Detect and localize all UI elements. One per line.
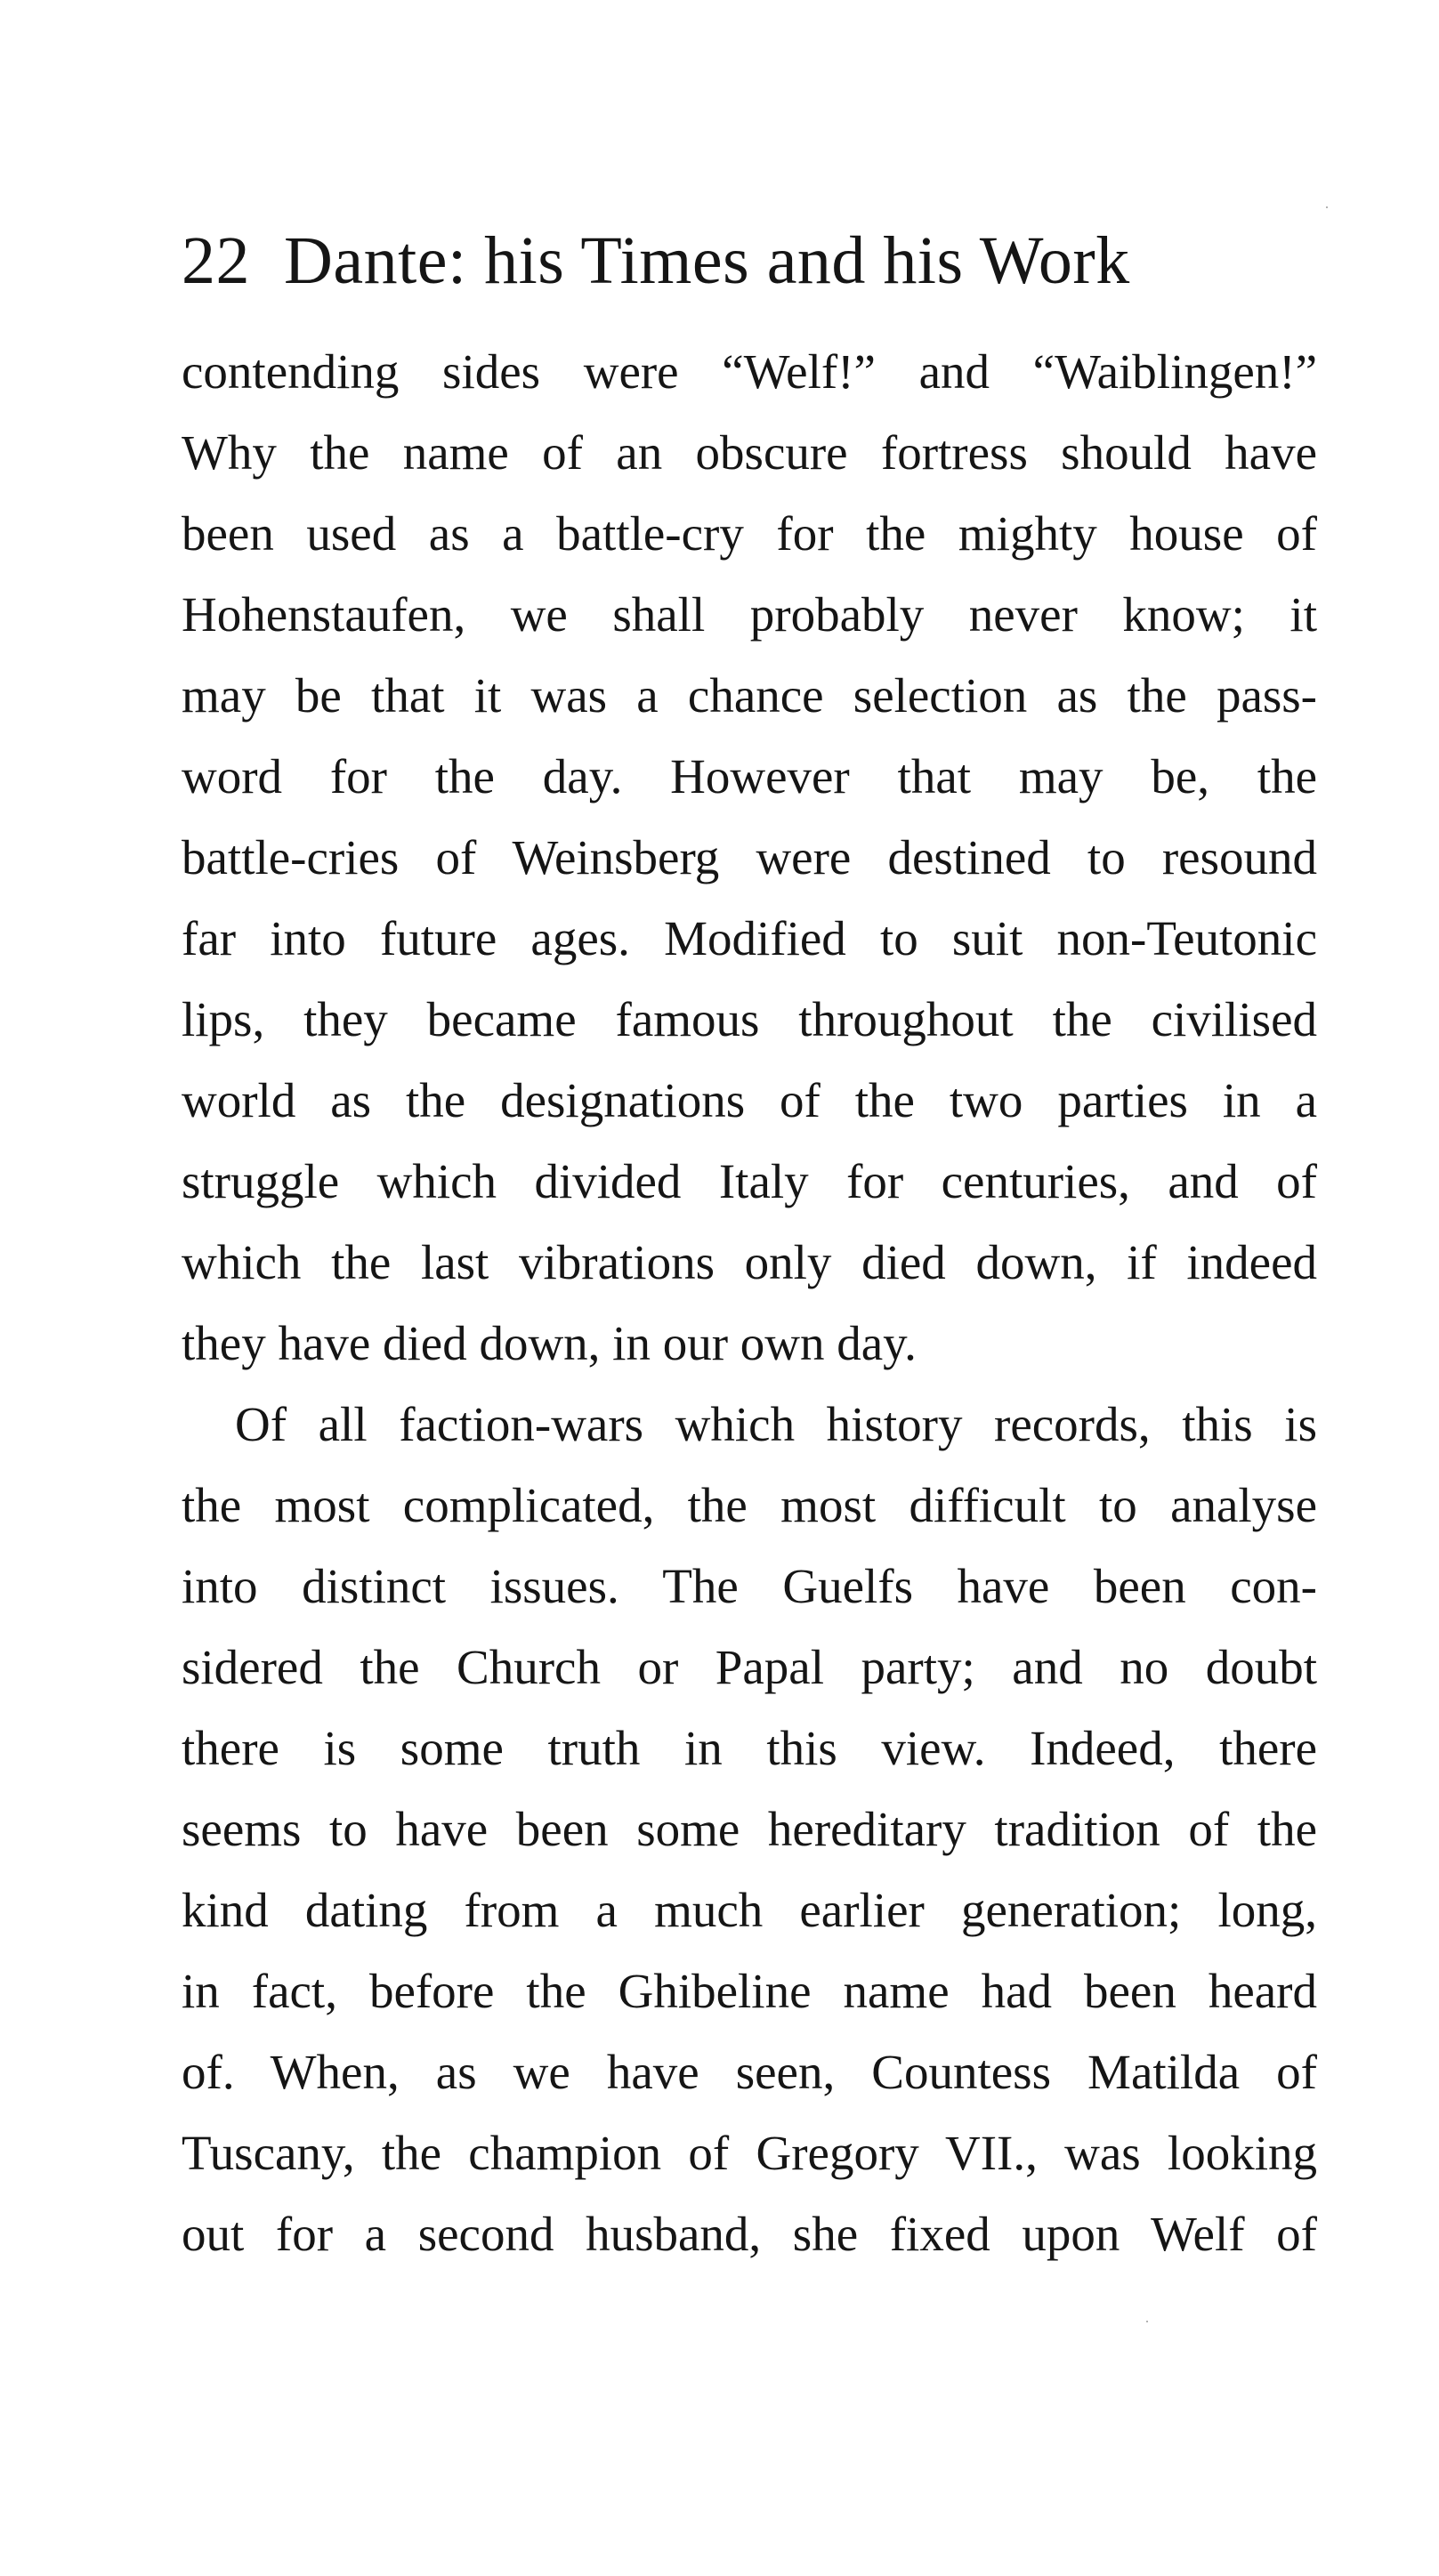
text-line: Tuscany, the champion of Gregory VII., was looking: [182, 2126, 1317, 2180]
text-line: there is some truth in this view. Indeed, there: [182, 1721, 1317, 1775]
text-line: the most complicated, the most difficult to analyse: [182, 1478, 1317, 1532]
text-line: word for the day. However that may be, the: [182, 749, 1317, 803]
text-line: of. When, as we have seen, Countess Matilda of: [182, 2045, 1317, 2099]
text-line: world as the designations of the two parties in a: [182, 1073, 1317, 1127]
text-line: sidered the Church or Papal party; and no doubt: [182, 1640, 1317, 1694]
text-line: Of all faction-wars which history records, this is: [235, 1397, 1317, 1451]
text-line: into distinct issues. The Guelfs have been con-: [182, 1559, 1317, 1613]
page-number: 22: [182, 223, 250, 298]
paragraph-1: [182, 331, 1317, 1384]
text-line: far into future ages. Modified to suit non-Teutonic: [182, 911, 1317, 965]
text-line: struggle which divided Italy for centuries, and of: [182, 1154, 1317, 1208]
running-head: [182, 212, 1303, 310]
text-line: in fact, before the Ghibeline name had been heard: [182, 1964, 1317, 2018]
paper-speck: [1146, 2321, 1148, 2322]
text-line: may be that it was a chance selection as the pass-: [182, 668, 1317, 723]
text-line: battle-cries of Weinsberg were destined to resound: [182, 830, 1317, 884]
text-line: contending sides were “Welf!” and “Waiblingen!”: [182, 344, 1317, 399]
text-line: kind dating from a much earlier generation; long,: [182, 1883, 1317, 1937]
text-line: which the last vibrations only died down, if indeed: [182, 1235, 1317, 1289]
text-line: lips, they became famous throughout the civilised: [182, 992, 1317, 1046]
text-line: Hohenstaufen, we shall probably never know; it: [182, 587, 1317, 642]
text-line: out for a second husband, she fixed upon Welf of: [182, 2207, 1317, 2261]
text-line: been used as a battle-cry for the mighty house of: [182, 506, 1317, 561]
paragraph-2: [182, 1384, 1317, 2274]
running-title: Dante: his Times and his Work: [284, 223, 1130, 298]
text-line: seems to have been some hereditary tradition of the: [182, 1802, 1317, 1856]
body-text: [182, 331, 1317, 2274]
paper-speck: [1326, 206, 1328, 208]
text-line: they have died down, in our own day.: [182, 1316, 917, 1370]
text-line: Why the name of an obscure fortress should have: [182, 425, 1317, 480]
